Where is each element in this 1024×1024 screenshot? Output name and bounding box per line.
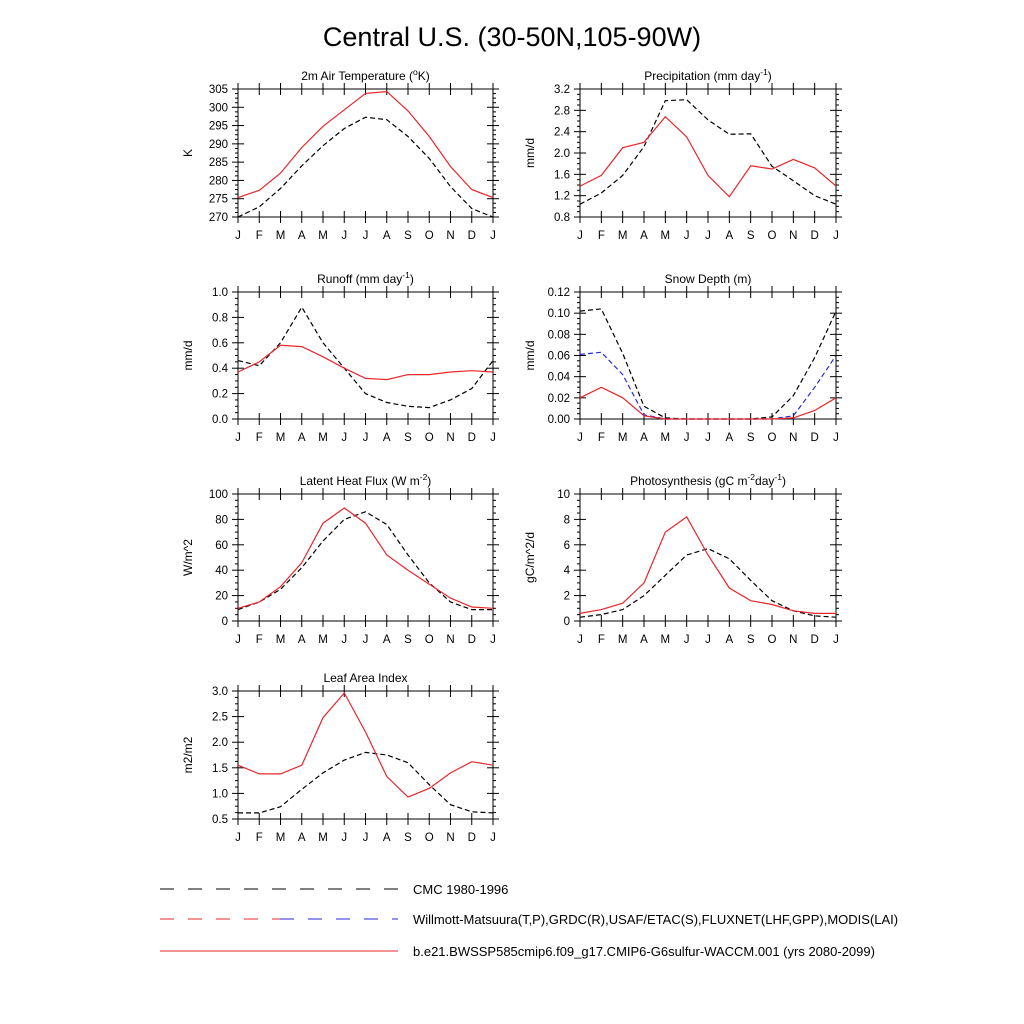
series-line-cmc (238, 512, 493, 610)
x-tick-label: M (275, 634, 286, 646)
panel-title: 2m Air Temperature ($^o$K) (301, 67, 430, 83)
y-tick-label: 280 (208, 175, 228, 188)
series-line-obs (580, 352, 836, 419)
y-tick-label: 20 (215, 590, 228, 603)
y-tick-label: 0.8 (212, 312, 228, 325)
panel-title: Leaf Area Index (323, 671, 408, 685)
legend-item-obs (160, 912, 898, 927)
series-line-cmc (580, 100, 836, 205)
y-tick-label: 0.02 (547, 392, 570, 405)
x-tick-label: S (404, 230, 412, 242)
y-tick-label: 0.2 (212, 388, 228, 401)
x-tick-label: N (789, 432, 798, 444)
x-tick-label: J (341, 230, 348, 242)
x-tick-label: J (683, 634, 690, 646)
x-tick-label: J (341, 432, 348, 444)
x-tick-label: F (255, 832, 263, 844)
panel-temp (181, 67, 499, 242)
y-tick-label: 2.4 (554, 126, 570, 139)
y-tick-label: 300 (208, 102, 228, 115)
y-tick-label: 0.04 (547, 371, 570, 384)
x-tick-label: M (318, 634, 328, 646)
x-tick-label: N (446, 634, 455, 646)
x-tick-label: M (660, 634, 671, 646)
x-tick-label: O (424, 432, 434, 444)
x-tick-label: N (446, 832, 455, 844)
x-tick-label: A (725, 634, 734, 646)
y-axis-label: mm/d (523, 340, 537, 371)
y-tick-label: 8 (563, 514, 570, 527)
x-tick-label: J (705, 230, 711, 242)
panels (181, 67, 842, 844)
y-tick-label: 2.5 (212, 711, 228, 724)
plot-frame (580, 494, 836, 621)
panel-snow (523, 272, 842, 444)
panel-title: Runoff (mm day$^{-1}$) (317, 270, 414, 286)
x-tick-label: S (404, 832, 412, 844)
x-tick-label: J (235, 832, 241, 844)
series-line-cmc (238, 307, 493, 407)
legend-label-model: b.e21.BWSSP585cmip6.f09_g17.CMIP6-G6sulfur-WACCM.001 (yrs 2080-2099) (413, 944, 875, 959)
x-tick-label: D (467, 432, 476, 444)
x-tick-label: M (660, 230, 671, 242)
y-tick-label: 2.0 (554, 148, 570, 160)
x-tick-label: D (810, 432, 819, 444)
y-tick-label: 0.6 (212, 337, 228, 350)
y-tick-label: 0.10 (547, 308, 570, 321)
y-tick-label: 0 (563, 616, 570, 628)
x-tick-label: O (767, 634, 777, 646)
x-tick-label: O (424, 634, 434, 646)
x-tick-label: M (660, 432, 671, 444)
series-line-cmc (238, 752, 493, 813)
x-tick-label: J (683, 432, 690, 444)
y-tick-label: 1.0 (212, 788, 228, 801)
x-tick-label: J (235, 634, 241, 646)
x-tick-label: J (341, 634, 348, 646)
y-tick-label: 0.4 (212, 363, 228, 376)
x-tick-label: A (297, 432, 306, 444)
y-tick-label: 2.8 (554, 105, 570, 118)
y-tick-label: 1.6 (554, 169, 570, 182)
panel-title: Latent Heat Flux (W $m^{-2}$) (299, 472, 432, 488)
y-tick-label: 1.5 (212, 762, 228, 775)
x-tick-label: A (382, 634, 391, 646)
x-tick-label: S (404, 432, 412, 444)
x-tick-label: S (746, 230, 755, 242)
y-tick-label: 4 (563, 565, 570, 578)
x-tick-label: J (577, 634, 583, 646)
series-line-model (238, 92, 493, 198)
x-tick-label: A (382, 230, 391, 242)
y-tick-label: 0.5 (212, 814, 228, 826)
plot-frame (238, 494, 493, 621)
legend-item-cmc (160, 882, 508, 897)
panel-title: Photosynthesis (gC $m^{-2}day^{-1}$) (630, 472, 786, 488)
x-tick-label: M (617, 634, 628, 646)
y-tick-label: 1.0 (212, 287, 228, 299)
x-tick-label: F (255, 432, 263, 444)
x-tick-label: A (297, 634, 306, 646)
x-tick-label: M (318, 230, 328, 242)
x-tick-label: O (767, 432, 777, 444)
panel-title: Precipitation (mm day$^{-1}$) (644, 67, 772, 83)
x-tick-label: S (404, 634, 412, 646)
x-tick-label: J (833, 230, 839, 242)
y-tick-label: 80 (215, 514, 228, 527)
x-tick-label: A (725, 432, 734, 444)
legend-label-obs: Willmott-Matsuura(T,P),GRDC(R),USAF/ETAC(S),FLUXNET(LHF,GPP),MODIS(LAI) (413, 912, 899, 927)
x-tick-label: A (725, 230, 734, 242)
x-tick-label: M (275, 432, 286, 444)
x-tick-label: J (705, 634, 711, 646)
x-tick-label: J (490, 832, 496, 844)
x-tick-label: D (467, 832, 476, 844)
y-tick-label: 275 (208, 193, 228, 206)
x-tick-label: N (789, 634, 798, 646)
x-tick-label: M (275, 832, 286, 844)
x-tick-label: D (810, 230, 819, 242)
x-tick-label: F (255, 634, 263, 646)
y-tick-label: 6 (563, 539, 570, 552)
y-tick-label: 285 (208, 157, 228, 170)
x-tick-label: S (746, 432, 755, 444)
y-axis-label: mm/d (523, 138, 537, 168)
x-tick-label: A (640, 230, 648, 242)
figure-title: Central U.S. (30-50N,105-90W) (322, 22, 702, 52)
x-tick-label: O (424, 832, 434, 844)
x-tick-label: S (746, 634, 755, 646)
x-tick-label: J (362, 230, 369, 242)
x-tick-label: M (275, 230, 286, 242)
x-tick-label: M (617, 230, 628, 242)
x-tick-label: F (597, 634, 605, 646)
x-tick-label: A (382, 832, 391, 844)
x-tick-label: J (362, 432, 369, 444)
y-axis-label: m2/m2 (181, 736, 195, 774)
y-tick-label: 0.08 (547, 329, 570, 342)
y-tick-label: 0.8 (554, 212, 570, 224)
series-line-model (580, 117, 836, 197)
y-axis-label: mm/d (181, 340, 195, 371)
panel-lhf (181, 472, 499, 646)
panel-gpp (523, 472, 842, 646)
series-line-cmc (580, 549, 836, 618)
plot-frame (580, 292, 836, 419)
y-tick-label: 0.06 (547, 350, 570, 363)
series-line-model (238, 345, 493, 379)
legend-item-model (160, 944, 875, 959)
x-tick-label: J (577, 230, 583, 242)
plot-frame (238, 691, 493, 819)
y-tick-label: 1.2 (554, 190, 570, 203)
y-tick-label: 0 (221, 616, 228, 628)
x-tick-label: J (577, 432, 583, 444)
x-tick-label: J (235, 432, 241, 444)
series-line-cmc (580, 309, 836, 419)
x-tick-label: J (341, 832, 348, 844)
series-line-model (238, 508, 493, 608)
y-tick-label: 60 (215, 539, 228, 552)
y-tick-label: 295 (208, 120, 228, 133)
x-tick-label: F (597, 230, 605, 242)
y-tick-label: 2 (563, 590, 570, 603)
plot-frame (238, 292, 493, 419)
y-axis-label: W/m^2 (181, 539, 195, 576)
panel-title: Snow Depth (m) (664, 272, 752, 286)
x-tick-label: J (362, 634, 369, 646)
x-tick-label: J (490, 432, 496, 444)
y-tick-label: 10 (557, 489, 570, 501)
x-tick-label: J (490, 230, 496, 242)
y-tick-label: 3.2 (554, 84, 570, 96)
legend (160, 882, 898, 959)
y-tick-label: 40 (215, 565, 228, 578)
y-tick-label: 290 (208, 138, 228, 151)
x-tick-label: N (446, 432, 455, 444)
x-tick-label: F (597, 432, 605, 444)
x-tick-label: D (467, 634, 476, 646)
y-axis-label: gC/m^2/d (523, 532, 537, 583)
y-tick-label: 270 (208, 212, 228, 224)
x-tick-label: A (640, 634, 648, 646)
x-tick-label: J (683, 230, 690, 242)
plot-frame (238, 89, 493, 217)
x-tick-label: A (382, 432, 391, 444)
legend-label-cmc: CMC 1980-1996 (413, 882, 509, 897)
x-tick-label: A (640, 432, 648, 444)
x-tick-label: M (318, 832, 328, 844)
x-tick-label: D (810, 634, 819, 646)
panel-lai (181, 671, 499, 844)
y-tick-label: 0.0 (212, 414, 228, 426)
y-tick-label: 100 (208, 489, 228, 501)
panel-runoff (181, 270, 499, 444)
series-line-cmc (238, 117, 493, 217)
y-tick-label: 2.0 (212, 737, 228, 750)
panel-precip (523, 67, 842, 242)
x-tick-label: M (318, 432, 328, 444)
x-tick-label: N (789, 230, 798, 242)
series-line-model (580, 517, 836, 614)
series-line-model (238, 693, 493, 797)
x-tick-label: J (235, 230, 241, 242)
y-tick-label: 0.12 (547, 287, 570, 299)
x-tick-label: J (833, 432, 839, 444)
x-tick-label: J (490, 634, 496, 646)
y-axis-label: K (181, 148, 195, 158)
x-tick-label: F (255, 230, 263, 242)
x-tick-label: O (424, 230, 434, 242)
x-tick-label: N (446, 230, 455, 242)
y-tick-label: 305 (208, 84, 228, 96)
y-tick-label: 3.0 (212, 686, 228, 698)
x-tick-label: D (467, 230, 476, 242)
x-tick-label: O (767, 230, 777, 242)
x-tick-label: J (362, 832, 369, 844)
y-tick-label: 0.00 (547, 414, 570, 426)
x-tick-label: J (705, 432, 711, 444)
x-tick-label: M (617, 432, 628, 444)
x-tick-label: A (297, 230, 306, 242)
x-tick-label: A (297, 832, 306, 844)
x-tick-label: J (833, 634, 839, 646)
